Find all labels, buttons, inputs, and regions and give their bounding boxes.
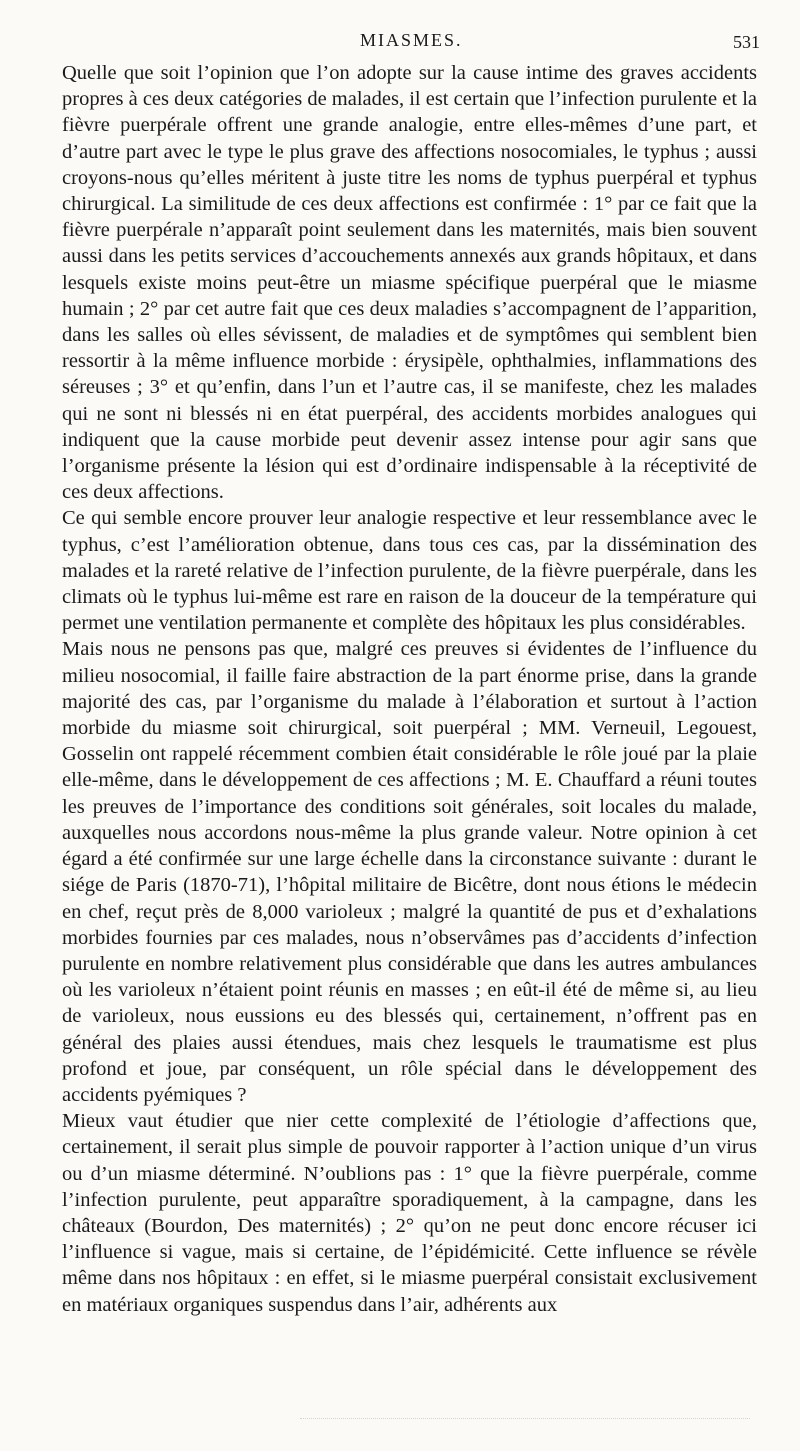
running-title: MIASMES. [360,30,463,50]
paragraph-1: Quelle que soit l’opinion que l’on adopte sur la cause intime des graves accidents propres à ces deux catégories de malades, il est certain que l’infection purulente et la fièvre puerpérale offrent une grande analogie, entre elles-mêmes d’une part, et d’autre part avec le type le plus grave des affections nosocomiales, le typhus ; aussi croyons-nous qu’elles méritent à juste titre les noms de typhus puerpéral et typhus chirurgical. La similitude de ces deux affections est confirmée : 1° par ce fait que la fièvre puerpérale n’apparaît point seulement dans les maternités, mais bien souvent aussi dans les petits services d’accouchements annexés aux grands hôpitaux, et dans lesquels existe moins peut-être un miasme spécifique puerpéral que le miasme humain ; 2° par cet autre fait que ces deux maladies s’accompagnent de l’apparition, dans les salles où elles sévissent, de maladies et de symptômes qui semblent bien ressortir à la même influence morbide : érysipèle, ophthalmies, inflammations des séreuses ; 3° et qu’enfin, dans l’un et l’autre cas, il se manifeste, chez les malades qui ne sont ni blessés ni en état puerpéral, des accidents morbides analogues qui indiquent que la cause morbide peut devenir assez intense pour agir sans que l’organisme présente la lésion qui est d’ordinaire indispensable à la réceptivité de ces deux affections. [62,62,757,504]
paragraph-3: Mais nous ne pensons pas que, malgré ces preuves si évidentes de l’influence du milieu nosocomial, il faille faire abstraction de la part énorme prise, dans la grande majorité des cas, par l’organisme du malade à l’élaboration et surtout à l’action morbide du miasme soit chirurgical, soit puerpéral ; MM. Verneuil, Legouest, Gosselin ont rappelé récemment combien était considérable le rôle joué par la plaie elle-même, dans le développement de ces affections ; M. E. Chauffard a réuni toutes les preuves de l’importance des conditions soit générales, soit locales du malade, auxquelles nous accordons nous-même la plus grande valeur. Notre opinion à cet égard a été confirmée sur une large échelle dans la circonstance suivante : durant le siége de Paris (1870-71), l’hôpital militaire de Bicêtre, dont nous étions le médecin en chef, reçut près de 8,000 varioleux ; malgré la quantité de pus et d’exhalations morbides fournies par ces malades, nous n’observâmes pas d’accidents d’infection purulente en nombre relativement plus considérable que dans les autres ambulances où les varioleux n’étaient point réunis en masses ; en eût-il été de même si, au lieu de varioleux, nous eussions eu des blessés qui, certainement, n’offrent pas en général des plaies aussi étendues, mais chez lesquels le traumatisme est plus profond et joue, par conséquent, un rôle spécial dans le développement des accidents pyémiques ? [62,638,757,1106]
paragraph-4: Mieux vaut étudier que nier cette complexité de l’étiologie d’affections que, certainement, il serait plus simple de pouvoir rapporter à l’action unique d’un virus ou d’un miasme déterminé. N’oublions pas : 1° que la fièvre puerpérale, comme l’infection purulente, peut apparaître sporadiquement, à la campagne, dans les châteaux (Bourdon, Des maternités) ; 2° qu’on ne peut donc encore récuser ici l’influence si vague, mais si certaine, de l’épidémicité. Cette influence se révèle même dans nos hôpitaux : en effet, si le miasme puerpéral consistait exclusivement en matériaux organiques suspendus dans l’air, adhérents aux [62,1110,757,1316]
bottom-print-marks [300,1408,750,1419]
page-number: 531 [733,32,760,52]
body-text [62,60,757,1318]
page-header [0,22,800,52]
paragraph-2: Ce qui semble encore prouver leur analogie respective et leur ressemblance avec le typhus, c’est l’amélioration obtenue, dans tous ces cas, par la dissémination des malades et la rareté relative de l’infection purulente, de la fièvre puerpérale, dans les climats où le typhus lui-même est rare en raison de la douceur de la température qui permet une ventilation permanente et complète des hôpitaux les plus considérables. [62,507,757,635]
